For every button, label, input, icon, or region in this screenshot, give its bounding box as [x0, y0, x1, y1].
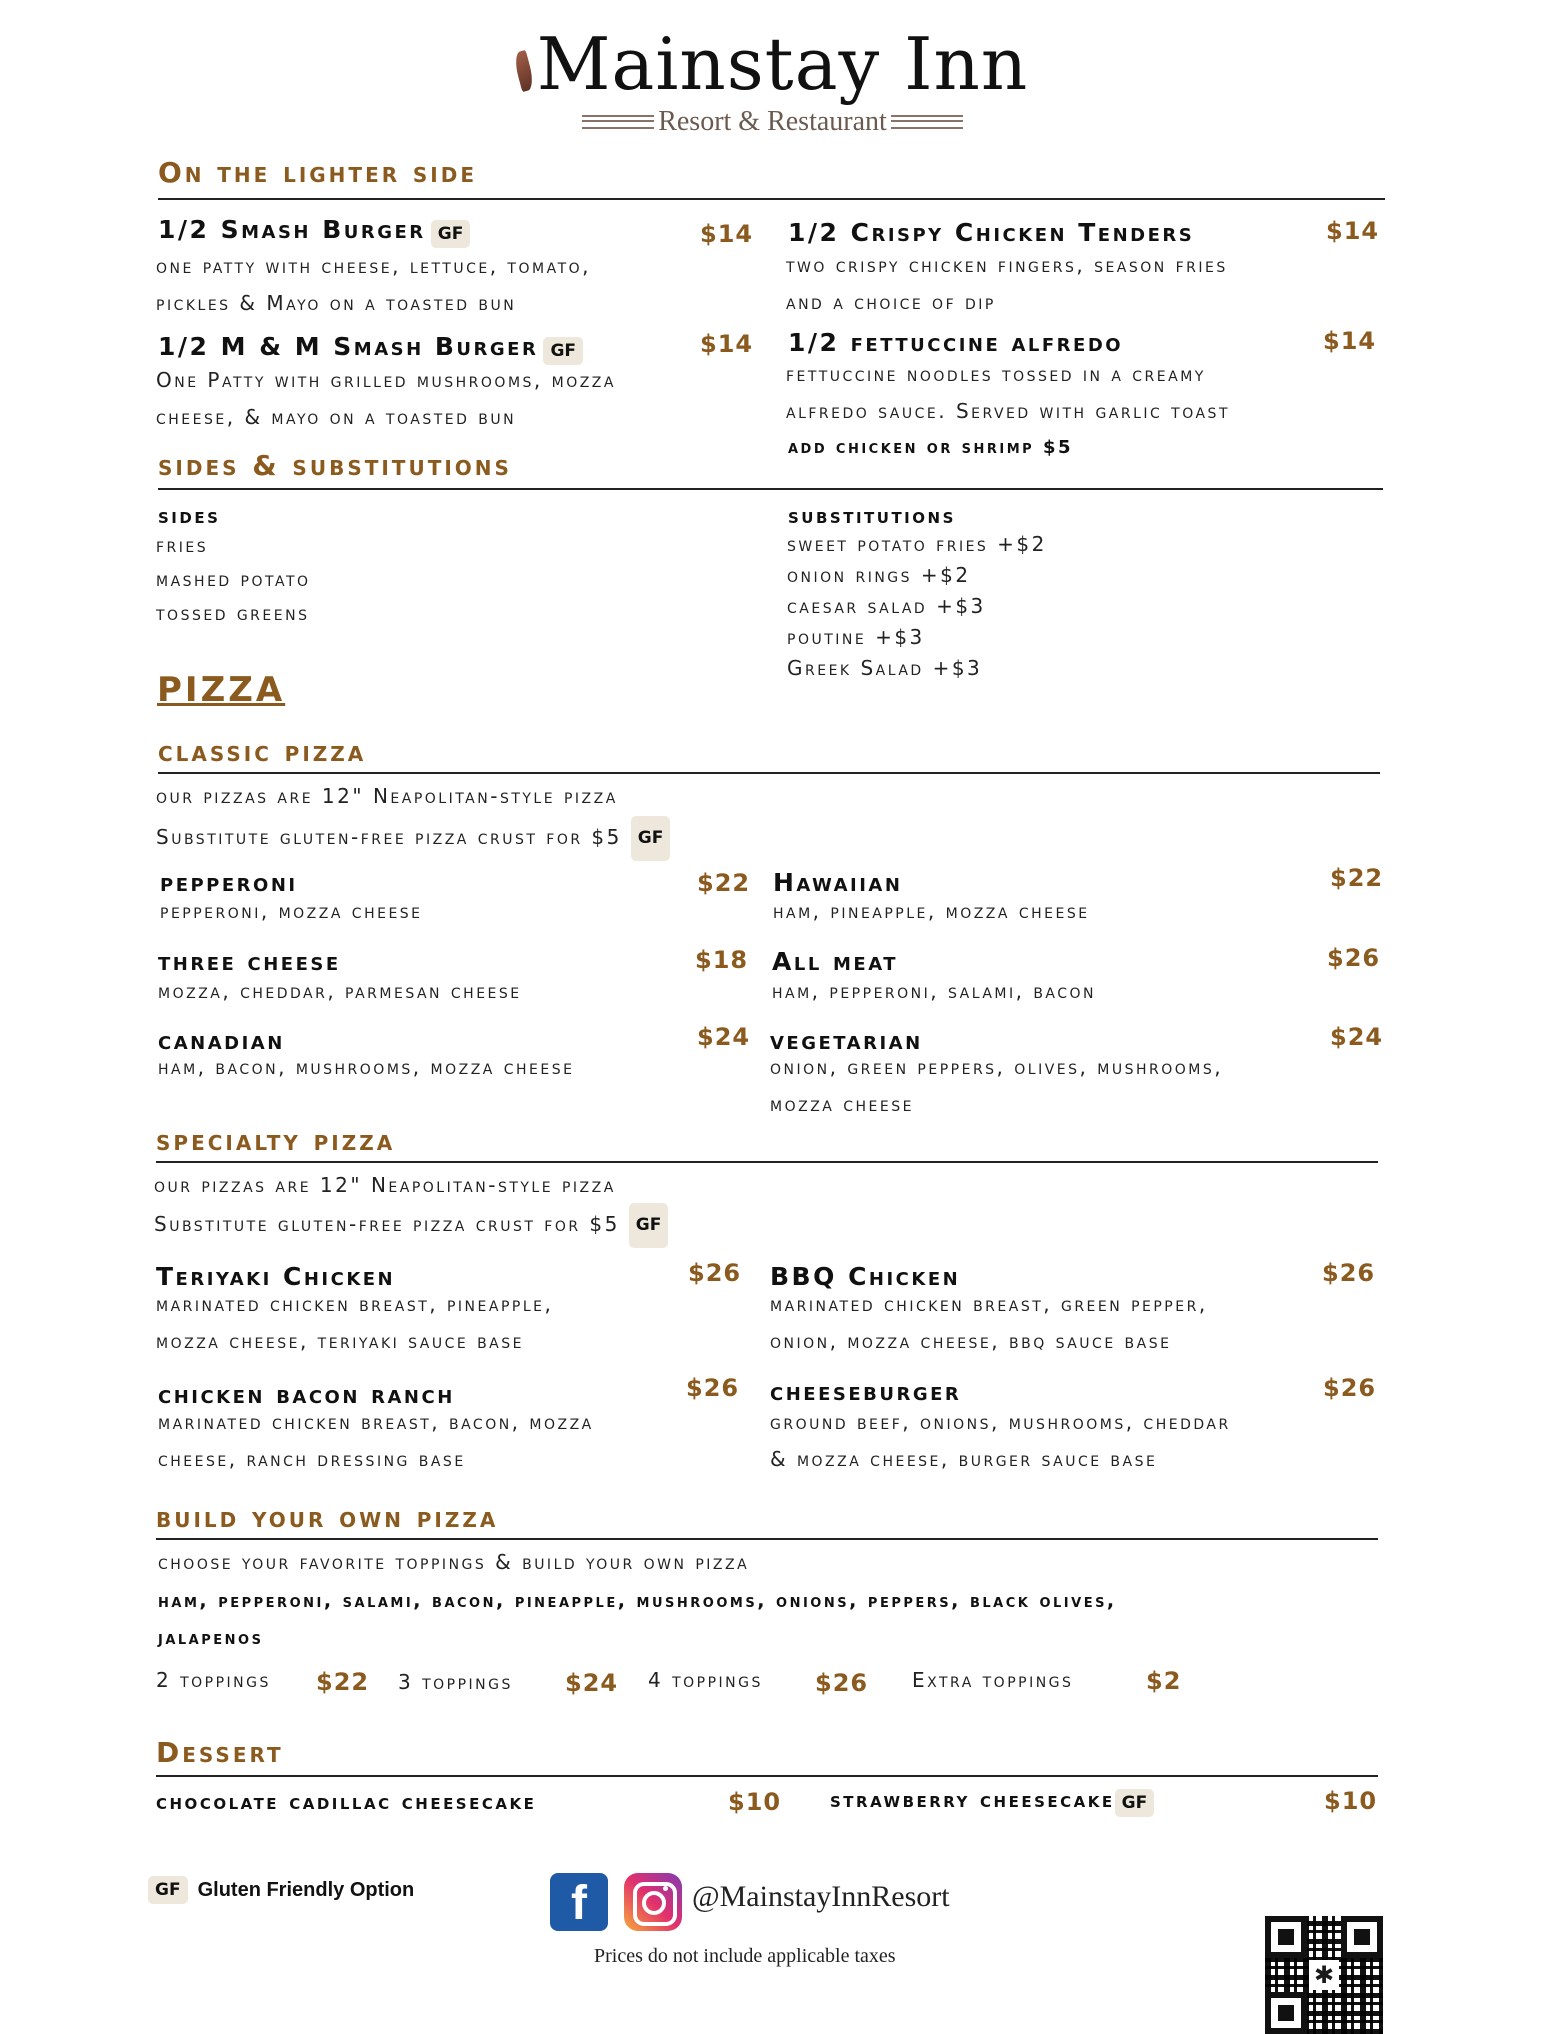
item-desc: marinated chicken breast, bacon, mozza cheese, ranch dressing base	[158, 1410, 594, 1471]
sides-list	[156, 528, 311, 630]
item-desc: ham, pineapple, mozza cheese	[773, 899, 1090, 923]
item-price: $10	[1324, 1787, 1378, 1815]
section-divider	[158, 772, 1380, 774]
item-price: $18	[695, 946, 749, 974]
item-desc: one patty with cheese, lettuce, tomato, pickles & Mayo on a toasted bun	[156, 254, 592, 315]
item-price: $26	[686, 1374, 740, 1402]
menu-item	[788, 328, 1123, 357]
item-desc: two crispy chicken fingers, season fries and a choice of dip	[786, 253, 1228, 314]
tier-label: 4 toppings	[648, 1668, 763, 1692]
gf-badge: GF	[431, 220, 471, 248]
item-price: $14	[1326, 217, 1380, 245]
item-price: $22	[697, 869, 751, 897]
item-desc: ham, pepperoni, salami, bacon	[772, 979, 1097, 1003]
item-name: strawberry cheesecake	[830, 1788, 1115, 1813]
instagram-icon[interactable]	[624, 1873, 682, 1931]
toppings-list: jalapenos	[158, 1627, 264, 1649]
item-desc: pepperoni, mozza cheese	[160, 899, 423, 923]
tier-price: $2	[1146, 1667, 1182, 1695]
tier-label: 2 toppings	[156, 1668, 271, 1692]
section-sides-title: sides & substitutions	[158, 449, 512, 482]
item-name: vegetarian	[770, 1026, 923, 1055]
divider-lines	[582, 115, 654, 129]
list-item: Greek Salad +$3	[787, 656, 983, 680]
gf-badge: GF	[543, 337, 583, 365]
section-build-title: build your own pizza	[156, 1501, 499, 1534]
section-lighter-title: On the lighter side	[158, 156, 477, 189]
gf-badge: GF	[629, 1203, 669, 1248]
sides-heading: sides	[158, 504, 221, 529]
tier-price: $22	[316, 1668, 370, 1696]
section-divider	[158, 198, 1385, 200]
item-name: pepperoni	[160, 868, 298, 897]
item-name: BBQ Chicken	[770, 1262, 961, 1291]
brand-subtitle-row	[0, 106, 1545, 138]
list-item: onion rings +$2	[787, 563, 971, 587]
tier-label: 3 toppings	[398, 1670, 513, 1694]
tier-price: $24	[565, 1669, 619, 1697]
divider-lines	[891, 115, 963, 129]
section-classic-title: classic pizza	[158, 735, 367, 768]
item-name: Hawaiian	[773, 868, 903, 897]
menu-item	[830, 1788, 1154, 1817]
item-price: $22	[1330, 864, 1384, 892]
item-price: $24	[697, 1023, 751, 1051]
item-name: Teriyaki Chicken	[156, 1262, 396, 1291]
flourish-icon	[512, 50, 536, 92]
item-desc: ham, bacon, mushrooms, mozza cheese	[158, 1055, 575, 1079]
item-price: $26	[688, 1259, 742, 1287]
item-price: $10	[728, 1788, 782, 1816]
item-price: $26	[1322, 1259, 1376, 1287]
menu-item	[158, 332, 758, 365]
toppings-list: ham, pepperoni, salami, bacon, pineapple, mushrooms, onions, peppers, black olives,	[158, 1590, 1117, 1612]
section-specialty-title: specialty pizza	[156, 1124, 396, 1157]
item-name: chicken bacon ranch	[158, 1380, 455, 1409]
menu-item	[788, 218, 1194, 247]
item-price: $14	[700, 330, 754, 358]
facebook-icon[interactable]: f	[550, 1873, 608, 1931]
section-dessert-title: Dessert	[156, 1736, 284, 1769]
gf-legend-text: Gluten Friendly Option	[197, 1878, 415, 1901]
qr-code-icon[interactable]: ✱	[1265, 1916, 1383, 2034]
substitutions-list	[787, 529, 1047, 684]
item-desc: onion, green peppers, olives, mushrooms, mozza cheese	[770, 1055, 1224, 1116]
pizza-title: PIZZA	[157, 670, 286, 710]
item-price: $24	[1330, 1023, 1384, 1051]
item-price: $14	[700, 220, 754, 248]
tier-label: Extra toppings	[912, 1668, 1074, 1692]
list-item: sweet potato fries +$2	[787, 532, 1047, 556]
tier-price: $26	[815, 1669, 869, 1697]
list-item: fries	[156, 533, 209, 557]
pizza-note: Substitute gluten-free pizza crust for $5 GF	[154, 1203, 668, 1248]
item-desc: fettuccine noodles tossed in a creamy alfredo sauce. Served with garlic toast	[786, 362, 1230, 423]
gf-legend	[148, 1876, 414, 1904]
section-divider	[156, 1161, 1378, 1163]
brand-title: Mainstay Inn	[0, 22, 1545, 106]
gf-badge: GF	[631, 816, 671, 861]
item-name: 1/2 M & M Smash Burger	[158, 332, 539, 361]
gf-badge: GF	[148, 1876, 188, 1904]
section-divider	[156, 1538, 1378, 1540]
brand-subtitle: Resort & Restaurant	[658, 106, 887, 137]
item-name: canadian	[158, 1026, 285, 1055]
item-desc: marinated chicken breast, green pepper, onion, mozza cheese, bbq sauce base	[770, 1292, 1208, 1353]
item-extra: add chicken or shrimp $5	[788, 437, 1074, 458]
item-name: 1/2 Smash Burger	[158, 215, 426, 244]
item-desc: One Patty with grilled mushrooms, mozza cheese, & mayo on a toasted bun	[156, 368, 616, 429]
item-name: All meat	[772, 947, 899, 976]
item-price: $26	[1327, 944, 1381, 972]
item-name: chocolate cadillac cheesecake	[156, 1790, 537, 1815]
pizza-note: Substitute gluten-free pizza crust for $5 GF	[156, 816, 670, 861]
substitutions-heading: substitutions	[788, 504, 956, 529]
item-desc: ground beef, onions, mushrooms, cheddar & mozza cheese, burger sauce base	[770, 1410, 1231, 1471]
item-name: three cheese	[158, 947, 341, 976]
section-divider	[158, 488, 1383, 490]
pizza-note: our pizzas are 12" Neapolitan-style pizza	[156, 784, 618, 808]
build-intro: choose your favorite toppings & build your own pizza	[158, 1550, 750, 1574]
gf-badge: GF	[1115, 1789, 1155, 1817]
list-item: poutine +$3	[787, 625, 925, 649]
list-item: mashed potato	[156, 567, 311, 591]
pizza-note: our pizzas are 12" Neapolitan-style pizza	[154, 1173, 616, 1197]
list-item: tossed greens	[156, 601, 310, 625]
item-name: 1/2 Crispy Chicken Tenders	[788, 218, 1195, 247]
social-handle[interactable]: @MainstayInnResort	[692, 1880, 950, 1913]
list-item: caesar salad +$3	[787, 594, 986, 618]
item-name: cheeseburger	[770, 1377, 962, 1406]
item-desc: marinated chicken breast, pineapple, mozza cheese, teriyaki sauce base	[156, 1292, 554, 1353]
menu-item	[158, 215, 758, 248]
item-name: 1/2 fettuccine alfredo	[788, 328, 1124, 357]
item-price: $26	[1323, 1374, 1377, 1402]
section-divider	[156, 1775, 1378, 1777]
item-price: $14	[1323, 327, 1377, 355]
item-desc: mozza, cheddar, parmesan cheese	[158, 979, 522, 1003]
tax-note: Prices do not include applicable taxes	[594, 1945, 896, 1967]
